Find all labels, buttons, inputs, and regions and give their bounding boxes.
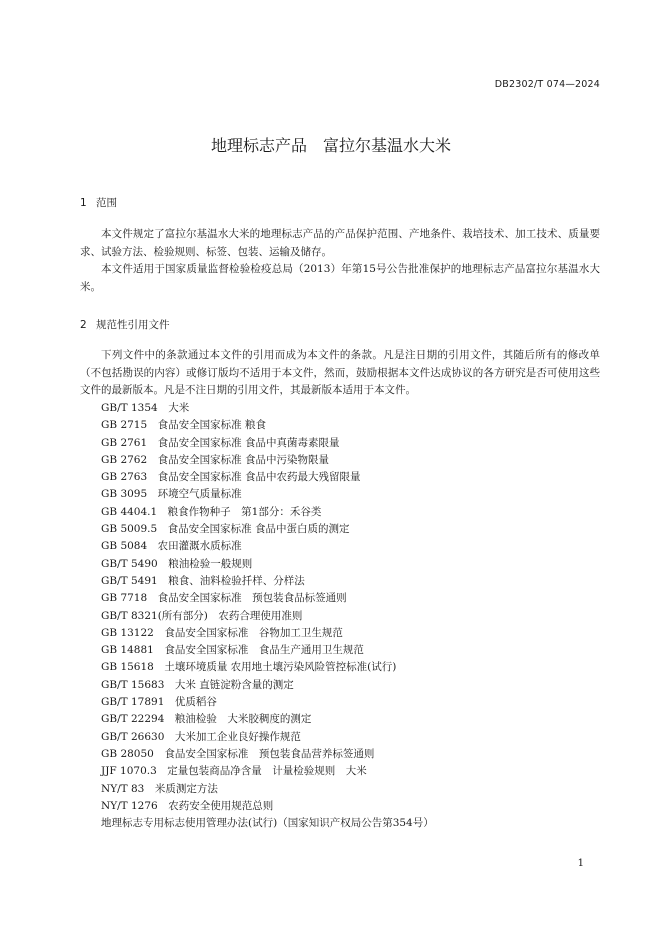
reference-item: GB 5009.5 食品安全国家标准 食品中蛋白质的测定 — [101, 523, 350, 536]
reference-item: 地理标志专用标志使用管理办法(试行)（国家知识产权局公告第354号） — [101, 817, 434, 830]
references-intro-paragraph: 下列文件中的条款通过本文件的引用而成为本文件的条款。凡是注日期的引用文件，其随后所有的修改单（不包括勘误的内容）或修订版均不适用于本文件，然而，鼓励根据本文件达成协议的各方研究是否可使用这些文件的最新版本。凡是不注日期的引用文件，其最新版本适用于本文件。 — [80, 349, 600, 396]
reference-item: GB/T 26630 大米加工企业良好操作规范 — [101, 730, 301, 743]
reference-item: JJF 1070.3 定量包装商品净含量 计量检验规则 大米 — [101, 765, 367, 778]
reference-item: GB/T 17891 优质稻谷 — [101, 696, 217, 709]
reference-item: GB 28050 食品安全国家标准 预包装食品营养标签通则 — [101, 747, 375, 760]
reference-item: GB 13122 食品安全国家标准 谷物加工卫生规范 — [101, 626, 343, 639]
reference-item: GB 7718 食品安全国家标准 预包装食品标签通则 — [101, 592, 347, 605]
reference-item: GB/T 22294 粮油检验 大米胶稠度的测定 — [101, 713, 312, 726]
reference-item: GB 2762 食品安全国家标准 食品中污染物限量 — [101, 453, 329, 466]
reference-item: GB 4404.1 粮食作物种子 第1部分：禾谷类 — [101, 505, 322, 518]
reference-item: NY/T 83 米质测定方法 — [101, 782, 218, 795]
reference-item: GB 14881 食品安全国家标准 食品生产通用卫生规范 — [101, 644, 364, 657]
scope-paragraph: 本文件适用于国家质量监督检验检疫总局（2013）年第15号公告批准保护的地理标志产品富拉尔基温水大米。 — [80, 263, 600, 293]
reference-item: GB/T 5490 粮油检验一般规则 — [101, 557, 253, 570]
reference-item: GB/T 8321(所有部分) 农药合理使用准则 — [101, 609, 303, 622]
reference-item: NY/T 1276 农药安全使用规范总则 — [101, 799, 274, 812]
document-code: DB2302/T 074—2024 — [494, 79, 600, 90]
reference-item: GB 2761 食品安全国家标准 食品中真菌毒素限量 — [101, 436, 340, 449]
page-number: 1 — [577, 858, 584, 869]
scope-paragraph: 本文件规定了富拉尔基温水大米的地理标志产品的产品保护范围、产地条件、栽培技术、加工技术、质量要求、试验方法、检验规则、标签、包装、运输及储存。 — [80, 228, 600, 258]
reference-item: GB 2763 食品安全国家标准 食品中农药最大残留限量 — [101, 471, 361, 484]
reference-item: GB/T 1354 大米 — [101, 402, 190, 414]
section-title: 范围 — [96, 197, 117, 209]
section-number: 2 — [80, 319, 87, 331]
reference-item: GB 3095 环境空气质量标准 — [101, 488, 242, 501]
reference-item: GB 2715 食品安全国家标准 粮食 — [101, 419, 267, 432]
reference-list — [101, 400, 434, 832]
document-title: 地理标志产品 富拉尔基温水大米 — [210, 136, 451, 155]
section-title: 规范性引用文件 — [96, 319, 170, 331]
section-number: 1 — [80, 197, 87, 209]
reference-item: GB 5084 农田灌溉水质标准 — [101, 540, 242, 553]
reference-item: GB/T 15683 大米 直链淀粉含量的测定 — [101, 678, 294, 691]
section-2-heading — [80, 317, 170, 332]
section-1-heading — [80, 195, 117, 210]
reference-item: GB 15618 土壤环境质量 农用地土壤污染风险管控标准(试行) — [101, 661, 397, 674]
reference-item: GB/T 5491 粮食、油料检验扦样、分样法 — [101, 574, 305, 587]
